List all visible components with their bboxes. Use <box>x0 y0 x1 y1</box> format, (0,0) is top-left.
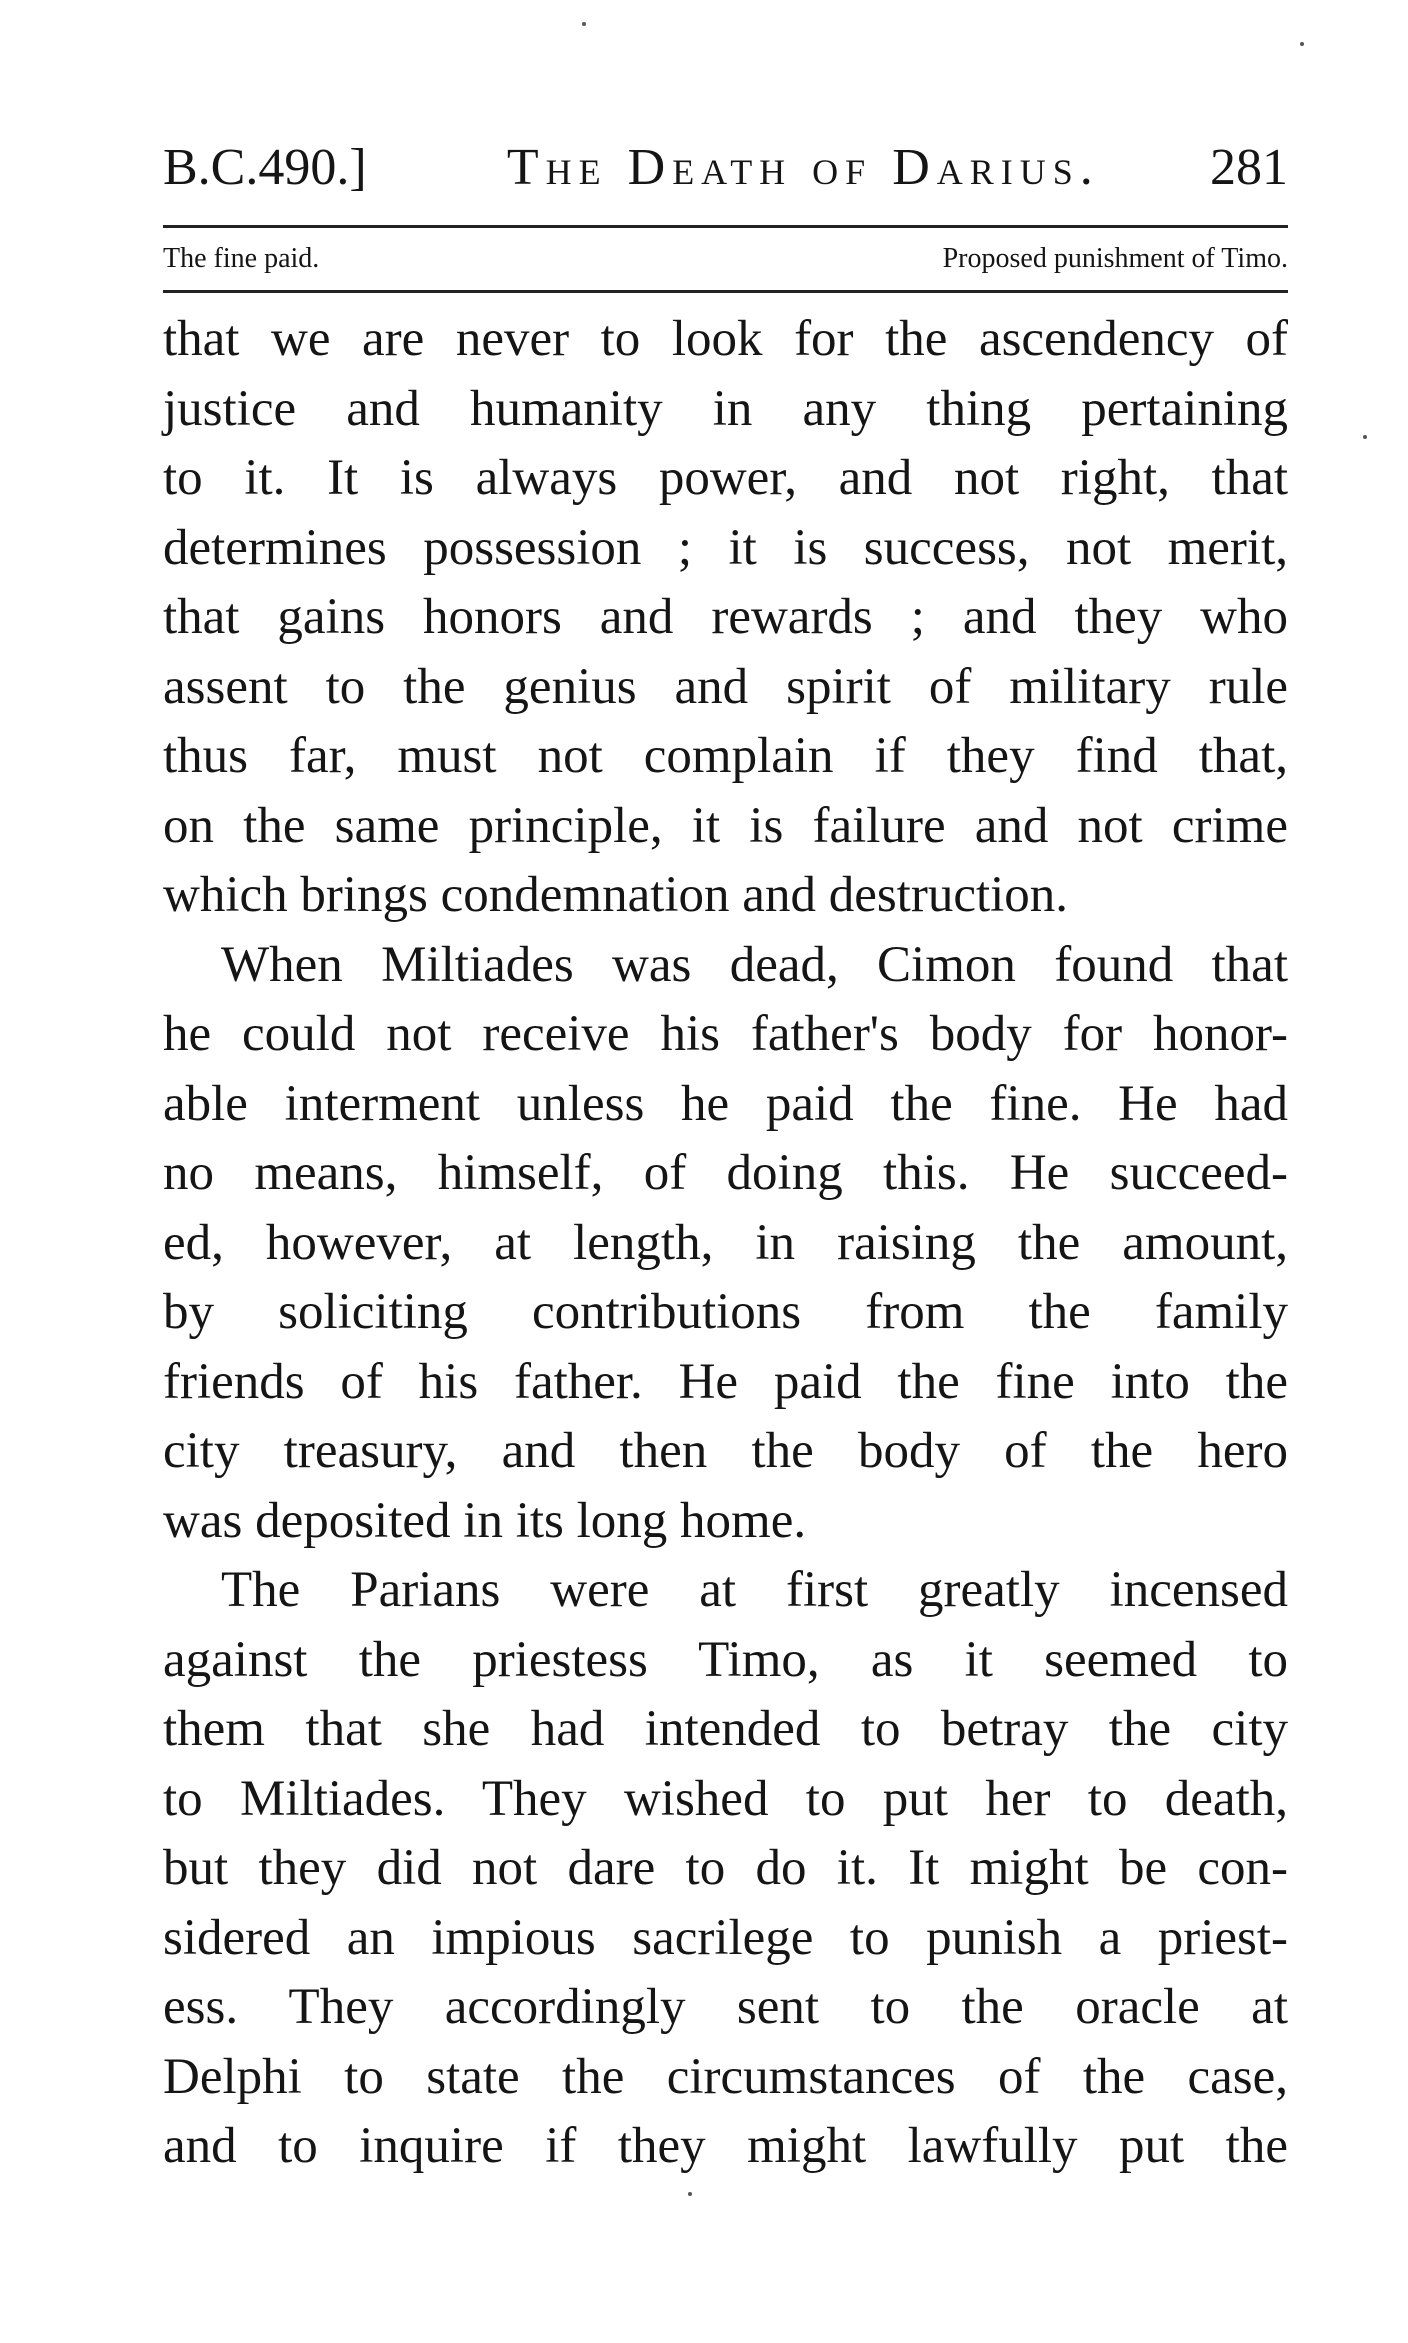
text-line: was deposited in its long home. <box>163 1492 807 1549</box>
text-line: sidered an impious sacrilege to punish a priest- <box>163 1909 1288 1966</box>
text-line: The Parians were at first greatly incensed <box>221 1562 1288 1618</box>
text-line: able interment unless he paid the fine. He had <box>163 1075 1288 1132</box>
text-line: determines possession ; it is success, not merit, <box>163 519 1288 576</box>
text-line: friends of his father. He paid the fine into the <box>163 1353 1288 1410</box>
print-speck <box>582 22 586 26</box>
text-line: which brings condemnation and destruction. <box>163 867 1069 923</box>
text-line: city treasury, and then the body of the hero <box>163 1423 1288 1479</box>
text-line: to it. It is always power, and not right, that <box>163 450 1288 506</box>
page-number: 281 <box>1210 139 1288 196</box>
text-line: justice and humanity in any thing pertaining <box>163 380 1288 437</box>
text-line: against the priestess Timo, as it seemed to <box>163 1631 1288 1688</box>
text-line: assent to the genius and spirit of military rule <box>163 658 1288 715</box>
print-speck <box>688 2192 692 2196</box>
text-line: no means, himself, of doing this. He succeed- <box>163 1145 1288 1201</box>
sidenotes <box>163 235 1288 283</box>
paragraph-3 <box>163 1556 1288 2182</box>
sidenote-right: Proposed punishment of Timo. <box>942 243 1288 274</box>
text-line: but they did not dare to do it. It might be con- <box>163 1840 1288 1896</box>
text-line: and to inquire if they might lawfully put the <box>163 2118 1288 2174</box>
header-rule-top <box>163 225 1288 228</box>
text-line: that gains honors and rewards ; and they who <box>163 589 1288 645</box>
text-line: to Miltiades. They wished to put her to death, <box>163 1770 1288 1827</box>
text-line: that we are never to look for the ascendency of <box>163 311 1288 367</box>
body-text <box>163 305 1288 2182</box>
sidenote-left: The fine paid. <box>163 243 320 274</box>
text-line: he could not receive his father's body for honor- <box>163 1006 1288 1062</box>
header-rule-bottom <box>163 290 1288 293</box>
print-speck <box>1363 435 1367 439</box>
text-line: them that she had intended to betray the city <box>163 1701 1288 1757</box>
text-line: Delphi to state the circumstances of the case, <box>163 2048 1288 2105</box>
text-line: When Miltiades was dead, Cimon found that <box>221 936 1288 993</box>
running-head <box>163 128 1288 208</box>
paragraph-1 <box>163 305 1288 931</box>
text-line: thus far, must not complain if they find that, <box>163 728 1288 784</box>
text-line: by soliciting contributions from the family <box>163 1284 1288 1340</box>
print-speck <box>1300 42 1304 46</box>
paragraph-2 <box>163 931 1288 1557</box>
text-line: on the same principle, it is failure and not crime <box>163 797 1288 854</box>
running-head-title: The Death of Darius. <box>506 139 1100 196</box>
text-line: ess. They accordingly sent to the oracle at <box>163 1979 1288 2035</box>
text-line: ed, however, at length, in raising the amount, <box>163 1214 1288 1271</box>
running-head-date: B.C.490.] <box>163 139 367 196</box>
